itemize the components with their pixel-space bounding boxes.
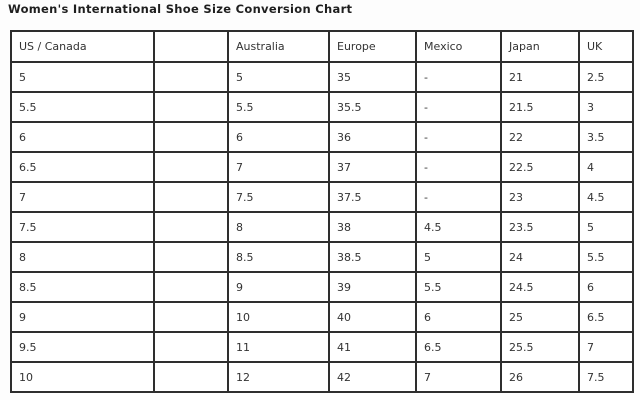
table-cell: 38 [329, 212, 416, 242]
table-cell [154, 62, 228, 92]
table-cell: 7 [416, 362, 501, 392]
table-cell: 8.5 [11, 272, 154, 302]
table-cell: - [416, 152, 501, 182]
table-cell: 10 [11, 362, 154, 392]
table-cell: 35.5 [329, 92, 416, 122]
table-cell: 22 [501, 122, 579, 152]
table-cell [154, 122, 228, 152]
table-cell: 39 [329, 272, 416, 302]
table-cell: - [416, 62, 501, 92]
table-cell: 7 [579, 332, 633, 362]
table-cell: 22.5 [501, 152, 579, 182]
table-cell: 38.5 [329, 242, 416, 272]
table-row [11, 212, 633, 242]
table-cell: 11 [228, 332, 329, 362]
table-cell: 37.5 [329, 182, 416, 212]
table-cell: 37 [329, 152, 416, 182]
table-cell [154, 362, 228, 392]
table-cell: 5.5 [579, 242, 633, 272]
table-row [11, 242, 633, 272]
table-row [11, 92, 633, 122]
table-cell: 21.5 [501, 92, 579, 122]
table-cell: 9 [11, 302, 154, 332]
table-cell: 23.5 [501, 212, 579, 242]
table-cell: 3.5 [579, 122, 633, 152]
column-header-europe: Europe [329, 31, 416, 62]
column-header-spacer [154, 31, 228, 62]
column-header-us-canada: US / Canada [11, 31, 154, 62]
table-cell: - [416, 182, 501, 212]
table-cell: 6.5 [11, 152, 154, 182]
table-cell: 7 [11, 182, 154, 212]
table-cell: 42 [329, 362, 416, 392]
table-cell: 5 [579, 212, 633, 242]
table-row [11, 62, 633, 92]
header-row [11, 31, 633, 62]
table-cell: 6 [416, 302, 501, 332]
table-row [11, 272, 633, 302]
table-cell: 6.5 [416, 332, 501, 362]
table-row [11, 302, 633, 332]
table-cell [154, 152, 228, 182]
table-cell: 26 [501, 362, 579, 392]
table-cell: 4 [579, 152, 633, 182]
table-cell: 5 [11, 62, 154, 92]
table-cell: 5 [416, 242, 501, 272]
table-cell: 5.5 [228, 92, 329, 122]
table-cell: 21 [501, 62, 579, 92]
table-cell: 7.5 [11, 212, 154, 242]
table-cell [154, 212, 228, 242]
table-cell: 5 [228, 62, 329, 92]
table-cell: 10 [228, 302, 329, 332]
table-cell: - [416, 122, 501, 152]
table-cell: 3 [579, 92, 633, 122]
column-header-japan: Japan [501, 31, 579, 62]
table-cell: 4.5 [416, 212, 501, 242]
column-header-mexico: Mexico [416, 31, 501, 62]
table-cell [154, 92, 228, 122]
table-cell [154, 242, 228, 272]
table-row [11, 152, 633, 182]
table-cell: 6.5 [579, 302, 633, 332]
table-cell: 6 [228, 122, 329, 152]
table-cell: 24 [501, 242, 579, 272]
table-cell: 40 [329, 302, 416, 332]
column-header-uk: UK [579, 31, 633, 62]
table-cell: 7 [228, 152, 329, 182]
table-cell: 5.5 [416, 272, 501, 302]
table-cell: 7.5 [579, 362, 633, 392]
shoe-size-conversion-table [10, 30, 634, 393]
table-cell: 23 [501, 182, 579, 212]
table-cell: 24.5 [501, 272, 579, 302]
table-row [11, 122, 633, 152]
table-cell: 36 [329, 122, 416, 152]
table-cell: 6 [579, 272, 633, 302]
table-cell [154, 182, 228, 212]
table-row [11, 332, 633, 362]
table-row [11, 182, 633, 212]
table-cell: 25.5 [501, 332, 579, 362]
table-cell: 12 [228, 362, 329, 392]
table-cell: 4.5 [579, 182, 633, 212]
table-cell: 25 [501, 302, 579, 332]
table-cell: 9.5 [11, 332, 154, 362]
table-cell: 9 [228, 272, 329, 302]
table-cell [154, 332, 228, 362]
page-title: Women's International Shoe Size Conversion Chart [8, 2, 353, 16]
table-cell: 8 [228, 212, 329, 242]
table-cell: 2.5 [579, 62, 633, 92]
table-cell: 8.5 [228, 242, 329, 272]
table-cell [154, 272, 228, 302]
table-cell: - [416, 92, 501, 122]
table-cell [154, 302, 228, 332]
table-cell: 5.5 [11, 92, 154, 122]
table-cell: 41 [329, 332, 416, 362]
column-header-australia: Australia [228, 31, 329, 62]
table-cell: 7.5 [228, 182, 329, 212]
table-cell: 35 [329, 62, 416, 92]
table-cell: 8 [11, 242, 154, 272]
table-row [11, 362, 633, 392]
table-cell: 6 [11, 122, 154, 152]
table-body [11, 62, 633, 392]
